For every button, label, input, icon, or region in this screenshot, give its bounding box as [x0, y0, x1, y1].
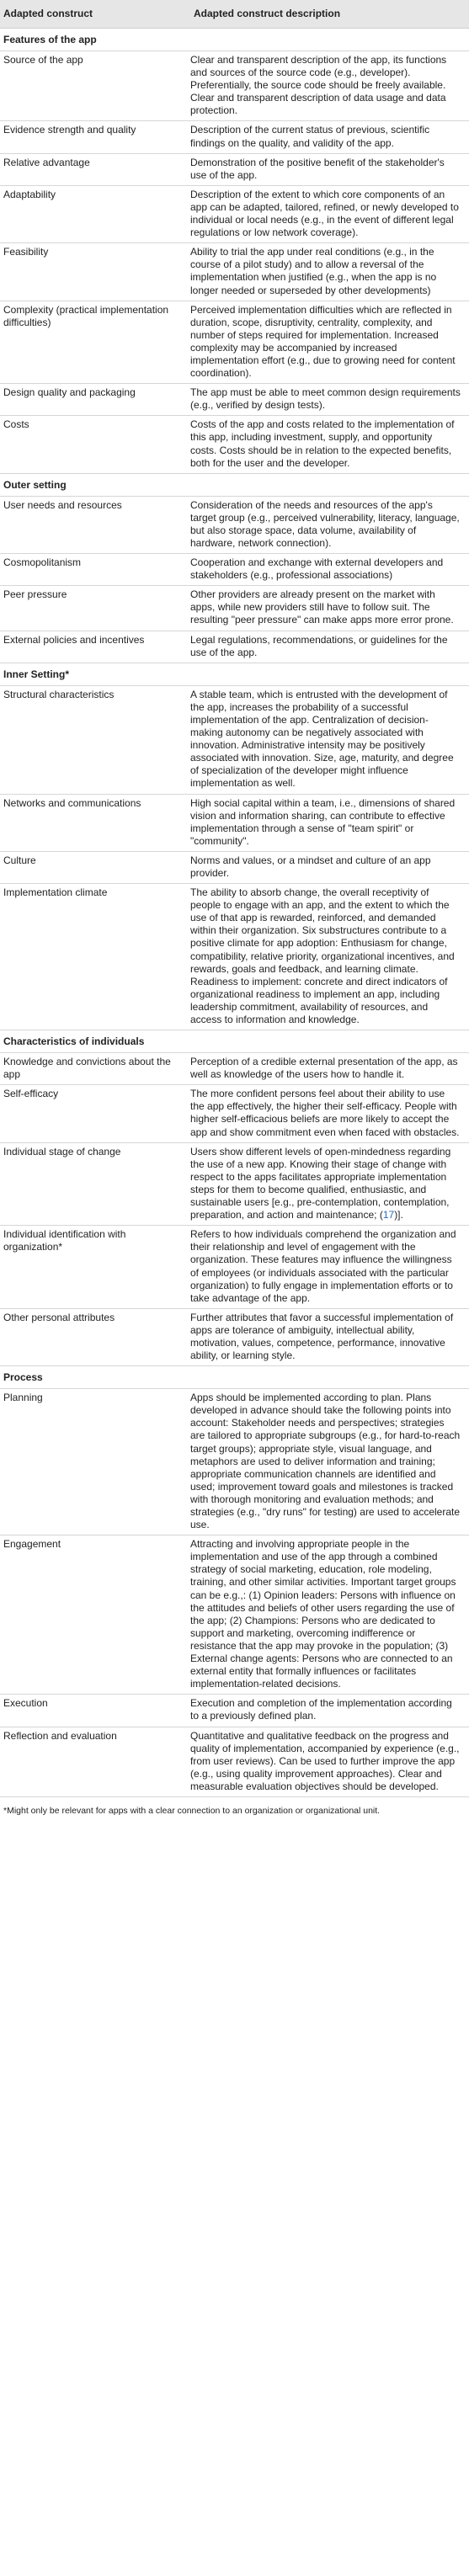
construct-description: The ability to absorb change, the overall receptivity of people to engage with an app, and the extent to which the use of that app is rewarded, reinforced, and demanded within their organization. Six substructures contribute to a positive climate for app adoption: Enthusiasm for change, compatibility, relative priority, organizational incentives, and rewards, goals and feedback, and learning climate. Readiness to implement: concrete and direct indicators of organizational readiness to implement an app, including leadership commitment, availability of resources, and access to information and knowledge. — [190, 886, 455, 1025]
table-body — [0, 29, 469, 1797]
construct-name: Design quality and packaging — [3, 386, 136, 399]
section-heading: Outer setting — [0, 474, 469, 497]
header-adapted-construct: Adapted construct — [3, 8, 93, 19]
construct-name: Individual identification with organization* — [3, 1228, 126, 1253]
construct-description: Other providers are already present on the market with apps, while new providers still have to follow suit. The resulting "peer pressure" can make apps more error prone. — [190, 588, 454, 626]
construct-description: Description of the extent to which core components of an app can be adapted, tailored, refined, or newly developed to individual or local needs (e.g., in the event of different legal regulations or low network coverage). — [190, 188, 459, 239]
construct-description: High social capital within a team, i.e., dimensions of shared vision and information sharing, can contribute to effective implementation through a sense of "team spirit" or "community". — [190, 796, 456, 847]
table-row — [0, 51, 469, 121]
construct-name: Structural characteristics — [3, 688, 115, 700]
construct-name: External policies and incentives — [3, 633, 145, 646]
construct-description: A stable team, which is entrusted with the development of the app, increases the probability of a successful implementation of the app. Centralization of decision-making autonomy can be negatively associated with innovation. Administrative intensity may be positively associated with innovation. Size, age, maturity, and degree of specialization of the developer might influence implementation as well. — [190, 688, 454, 790]
table-row — [0, 1389, 469, 1535]
construct-name: Relative advantage — [3, 156, 90, 168]
construct-name: Other personal attributes — [3, 1311, 115, 1323]
table-row — [0, 497, 469, 554]
table-row — [0, 186, 469, 243]
table-row — [0, 416, 469, 473]
construct-description: Perception of a credible external presentation of the app, as well as knowledge of the users how to handle it. — [190, 1056, 458, 1081]
construct-name: Networks and communications — [3, 796, 141, 809]
table-row — [0, 243, 469, 301]
construct-description: Perceived implementation difficulties which are reflected in duration, scope, disruptivity, centrality, complexity, and number of steps required for implementation. Increased complexity may be accompanied by increased implementation effort (e.g., due to growing need for content coordination). — [190, 303, 456, 380]
construct-name: Cosmopolitanism — [3, 556, 82, 569]
table-footnote: *Might only be relevant for apps with a clear connection to an organization or organizational unit. — [3, 1805, 381, 1816]
table-row — [0, 795, 469, 852]
table-row — [0, 1226, 469, 1309]
table-row — [0, 301, 469, 385]
construct-description: Apps should be implemented according to plan. Plans developed in advance should take the following points into account: Stakeholder needs and perspectives; strategies are tailored to appropriate subgroups (e.g., for hard-to-reach target groups); appropriate style, visual language, and metaphors are used to deliver information and training; appropriate communication channels are identified and used; improvement toward goals and milestones is tracked with thorough monitoring and evaluation methods; and strategies (e.g., "dry runs" for testing) are used to accelerate use. — [190, 1392, 461, 1531]
citation-link[interactable]: 17 — [382, 1209, 395, 1221]
table-header — [0, 0, 469, 29]
section-heading: Inner Setting* — [0, 663, 469, 686]
table-row — [0, 384, 469, 416]
table-row — [0, 1085, 469, 1142]
description-text-end: )]. — [394, 1209, 403, 1221]
table-row — [0, 1053, 469, 1085]
construct-description: Refers to how individuals comprehend the organization and their relationship and level of engagement with the organization. These features may influence the willingness of employees (or individuals associated with the particular organization) to fully engage in implementation efforts or to take advantage of the app. — [190, 1228, 456, 1304]
construct-description: Consideration of the needs and resources of the app's target group (e.g., perceived vulnerability, literacy, language, but also storage space, data volume, availability of hardware, network connection). — [190, 498, 460, 549]
table-row — [0, 554, 469, 586]
table-row — [0, 631, 469, 663]
construct-name: Individual stage of change — [3, 1145, 121, 1158]
construct-name: Self-efficacy — [3, 1088, 59, 1100]
construct-description: Quantitative and qualitative feedback on the progress and quality of implementation, accompanied by experience (e.g., from user reviews). Can be used to further improve the app (e.g., using quality improvement approaches). Clear and measurable evaluation objectives should be developed. — [190, 1729, 460, 1792]
construct-name: Execution — [3, 1697, 48, 1710]
section-heading: Process — [0, 1366, 469, 1389]
header-construct-description: Adapted construct description — [194, 8, 341, 19]
table-row — [0, 121, 469, 153]
construct-description: The more confident persons feel about their ability to use the app effectively, the higher their self-efficacy. People with higher self-efficacious beliefs are more likely to accept the app and show commitment even when faced with obstacles. — [190, 1088, 460, 1138]
table-row — [0, 1727, 469, 1797]
construct-name: Adaptability — [3, 188, 56, 200]
table-row — [0, 852, 469, 884]
construct-description: Description of the current status of previous, scientific findings on the quality, and validity of the app. — [190, 124, 430, 149]
table-row — [0, 1535, 469, 1695]
section-heading: Features of the app — [0, 29, 469, 51]
table-row — [0, 1309, 469, 1366]
table-row — [0, 1143, 469, 1227]
construct-description: Execution and completion of the implementation according to a previously defined plan. — [190, 1697, 452, 1722]
construct-description — [190, 1143, 469, 1226]
construct-name: User needs and resources — [3, 498, 122, 511]
construct-name: Implementation climate — [3, 886, 108, 899]
construct-name: Costs — [3, 418, 29, 431]
construct-name: Evidence strength and quality — [3, 124, 136, 136]
construct-name: Knowledge and convictions about the app — [3, 1056, 171, 1081]
construct-description: Legal regulations, recommendations, or guidelines for the use of the app. — [190, 633, 448, 658]
construct-name: Peer pressure — [3, 588, 67, 601]
table-row — [0, 586, 469, 631]
construct-name: Engagement — [3, 1538, 61, 1551]
construct-name: Feasibility — [3, 246, 49, 258]
construct-description: Norms and values, or a mindset and culture of an app provider. — [190, 854, 431, 879]
construct-description: The app must be able to meet common design requirements (e.g., verified by design tests). — [190, 386, 461, 412]
table-row — [0, 686, 469, 795]
construct-description: Demonstration of the positive benefit of the stakeholder's use of the app. — [190, 156, 445, 181]
construct-description: Cooperation and exchange with external developers and stakeholders (e.g., professional associations) — [190, 556, 444, 582]
table-row — [0, 154, 469, 186]
construct-name: Source of the app — [3, 54, 83, 66]
construct-description: Clear and transparent description of the app, its functions and sources of the source code (e.g., developer). Preferentially, the source code should be freely available. Clear and transparent description of data usage and data protection. — [190, 54, 447, 117]
construct-description: Further attributes that favor a successful implementation of apps are tolerance of ambiguity, intellectual ability, motivation, values, competence, performance, innovative ability, or learning style. — [190, 1311, 454, 1362]
construct-description: Costs of the app and costs related to the implementation of this app, including investment, supply, and opportunity costs. Costs should be in relation to the expected benefits, both for the user and the developer. — [190, 418, 455, 469]
description-text: Users show different levels of open-mindedness regarding the use of a new app. Knowing their stage of change with respect to the apps facilitates appropriate implementation steps for them to become qualified, enthusiastic, and sustainable users [e.g., pre-contemplation, contemplation, preparation, and action and maintenance; ( — [190, 1145, 451, 1221]
construct-name: Reflection and evaluation — [3, 1729, 117, 1742]
table-row — [0, 1695, 469, 1727]
construct-name: Planning — [3, 1392, 43, 1404]
construct-description: Attracting and involving appropriate people in the implementation and use of the app through a combined strategy of social marketing, education, role modeling, training, and other similar activities. Important target groups can be e.g.,: (1) Opinion leaders: Persons with influence on the attitudes and beliefs of other users regarding the use of the app; (2) Champions: Persons who are dedicated to support and marketing, overcoming indifference or resistance that the app may provoke in the population; (3) External change agents: Persons who are connected to an external entity that formally influences or facilitates implementation-related decisions. — [190, 1538, 456, 1690]
construct-name: Complexity (practical implementation difficulties) — [3, 303, 169, 328]
construct-description: Ability to trial the app under real conditions (e.g., in the course of a pilot study) and to allow a reversal of the implementation when justified (e.g., when the app is no longer needed or superseded by other developments) — [190, 246, 437, 296]
construct-name: Culture — [3, 854, 36, 866]
section-heading: Characteristics of individuals — [0, 1030, 469, 1053]
table-row — [0, 884, 469, 1030]
